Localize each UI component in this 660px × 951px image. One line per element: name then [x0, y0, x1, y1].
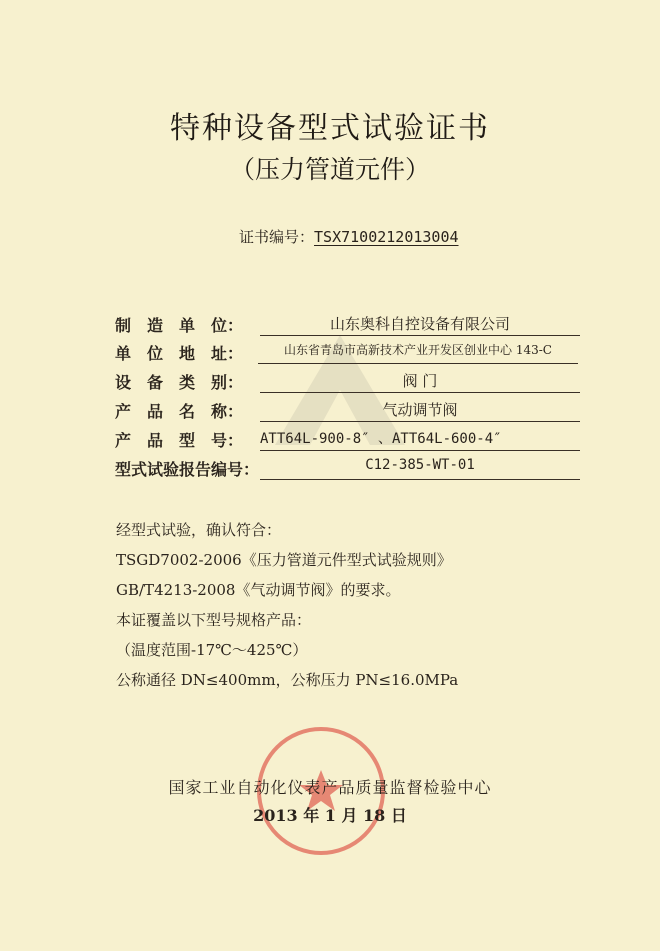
field-label: 设 备 类 别： [115, 373, 243, 392]
field-label: 单 位 地 址： [115, 344, 243, 363]
issuing-organization: 国家工业自动化仪表产品质量监督检验中心 [168, 778, 492, 797]
statement-line: TSGD7002-2006《压力管道元件型式试验规则》 [116, 551, 452, 569]
statement-line: 经型式试验，确认符合： [116, 521, 282, 539]
field-label: 产 品 型 号： [115, 431, 243, 450]
statement-line: 公称通径 DN≤400mm，公称压力 PN≤16.0MPa [116, 671, 459, 689]
statement-line: GB/T4213-2008《气动调节阀》的要求。 [116, 581, 401, 599]
certificate-subtitle: （压力管道元件） [229, 155, 430, 184]
field-row-product-name [115, 399, 585, 425]
field-row-report-number [115, 457, 585, 483]
field-value-manufacturer: 山东奥科自控设备有限公司 [260, 313, 580, 336]
certificate-title: 特种设备型式试验证书 [170, 111, 490, 146]
field-row-manufacturer [115, 313, 585, 339]
certificate-number: TSX7100212013004 [314, 228, 459, 246]
issue-date: 2013 年 1 月 18 日 [253, 806, 407, 825]
certificate-number-line [239, 226, 459, 247]
certificate-number-label: 证书编号： [239, 228, 315, 246]
statement-line: （温度范围-17℃～425℃） [116, 641, 308, 659]
field-value-product-model: ATT64L-900-8″ 、ATT64L-600-4″ [260, 428, 580, 451]
field-row-equipment-category [115, 370, 585, 396]
field-row-address [115, 341, 585, 367]
field-value-product-name: 气动调节阀 [260, 399, 580, 422]
field-value-equipment-category: 阀 门 [260, 370, 580, 393]
field-label: 产 品 名 称： [115, 402, 243, 421]
field-label: 制 造 单 位： [115, 316, 243, 335]
field-value-report-number: C12-385-WT-01 [260, 457, 580, 480]
statement-line: 本证覆盖以下型号规格产品： [116, 611, 312, 629]
field-row-product-model [115, 428, 585, 454]
field-label: 型式试验报告编号： [115, 460, 260, 479]
field-value-address: 山东省青岛市高新技术产业开发区创业中心 143-C [258, 341, 578, 364]
